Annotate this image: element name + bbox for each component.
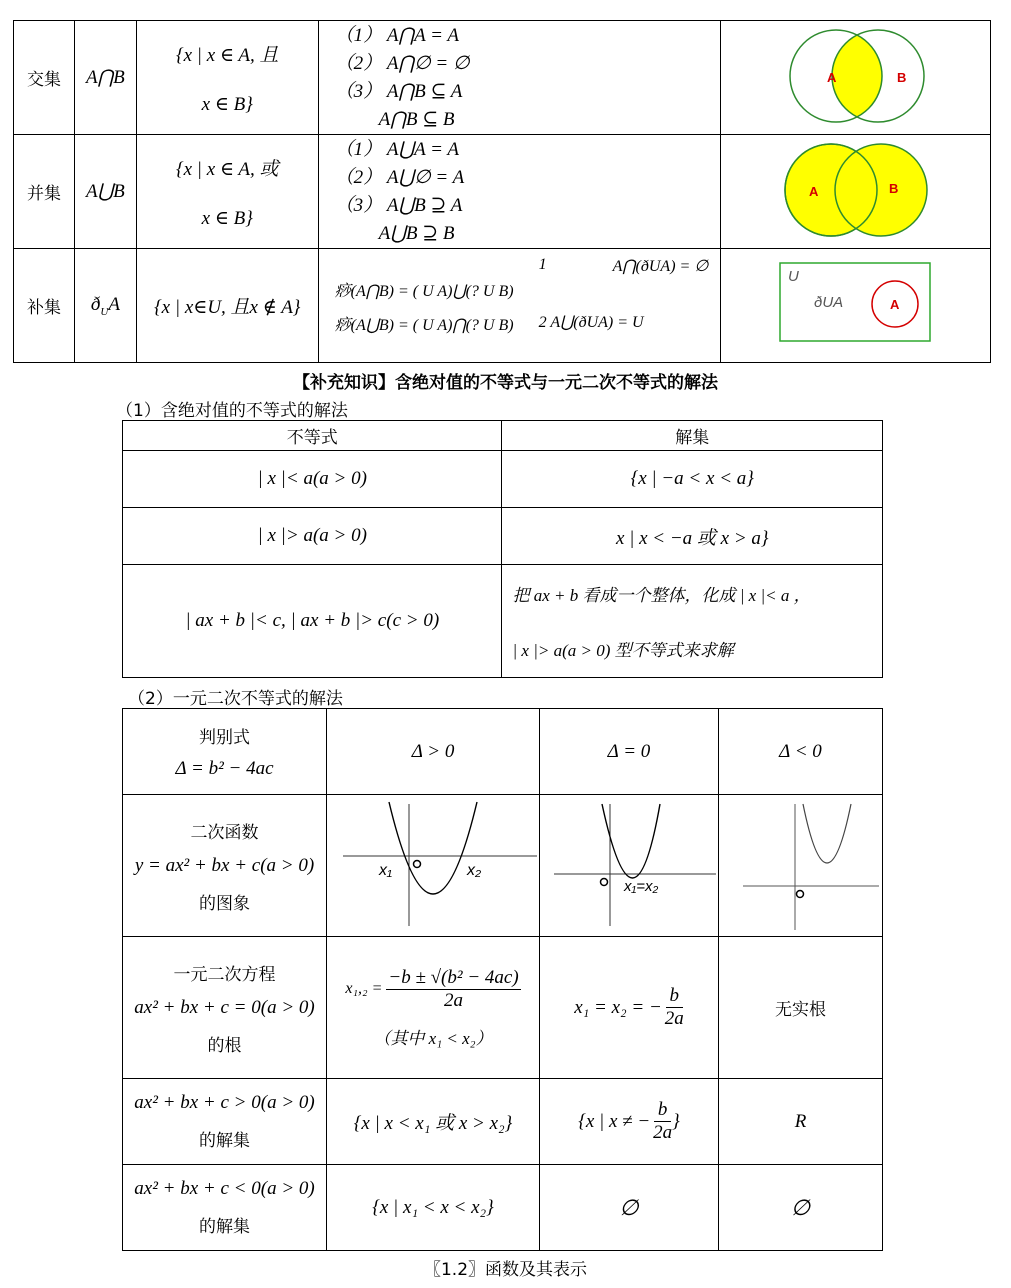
roots-none: 无实根 [718, 937, 882, 1079]
origin-marker [601, 878, 608, 885]
property: （1） A⋃A = A [334, 138, 459, 160]
roots-row [123, 937, 883, 1079]
graph-no-root [718, 795, 882, 937]
parabola-curve [389, 802, 477, 894]
row-definition [136, 135, 318, 249]
discriminant-label: 判别式 [199, 728, 250, 748]
definition-line-2: x ∈ B} [201, 207, 253, 229]
parabola-no-root [719, 796, 881, 936]
origin-marker [796, 890, 803, 897]
graph-row [123, 795, 883, 937]
gt-solution-row [123, 1079, 883, 1165]
discriminant-row [123, 709, 883, 795]
parabola-curve [803, 804, 851, 863]
row-name: 交集 [14, 21, 75, 135]
property: 痧(A⋃B) = ( U A)⋂(? U B) [334, 316, 514, 334]
function-formula: y = ax² + bx + c(a > 0) [134, 854, 315, 876]
gt-solution-suffix: } [672, 1110, 680, 1132]
roots-note: （其中 x₁ < x₂） [373, 1028, 493, 1048]
roots-equal [540, 937, 719, 1079]
complement-set: A [108, 293, 120, 315]
intersection-row [14, 21, 991, 135]
union-venn-diagram [771, 140, 941, 240]
venn-cell [721, 135, 991, 249]
graph-one-root [540, 795, 719, 937]
roots-equal-lhs: x₁ = x₂ = − [574, 996, 662, 1018]
parabola-one-root [540, 796, 717, 936]
row-properties [318, 135, 721, 249]
row-name: 补集 [14, 249, 75, 363]
gt-formula: ax² + bx + c > 0(a > 0) [134, 1092, 315, 1113]
abs-section-title: （1）含绝对值的不等式的解法 [116, 401, 348, 421]
lt-solution-two-roots: {x | x₁ < x < x₂} [327, 1165, 540, 1251]
property: （3） A⋂B ⊆ A [334, 80, 463, 102]
supplement-title: 【补充知识】含绝对值的不等式与一元二次不等式的解法 [293, 373, 718, 393]
venn-label-a: A [826, 69, 836, 85]
lt-solution-no-root: ∅ [718, 1165, 882, 1251]
table-row [123, 565, 883, 678]
header-inequality: 不等式 [123, 421, 502, 451]
property: A⋂B ⊆ B [378, 108, 455, 130]
row-symbol [74, 249, 136, 363]
complement-subscript: U [100, 305, 109, 318]
property: 2 A⋃(ðUA) = U [538, 313, 644, 331]
parabola-curve [602, 804, 660, 878]
quad-section-title: （2）一元二次不等式的解法 [128, 689, 343, 709]
set-operations-table [13, 20, 991, 363]
equation-label-cell [123, 937, 327, 1079]
property: （2） A⋂∅ = ∅ [334, 52, 470, 74]
table-row [123, 508, 883, 565]
equation-label-2: 的根 [207, 1035, 242, 1056]
graph-two-roots [327, 795, 540, 937]
roots-equal-numerator: b [666, 985, 684, 1008]
union-row [14, 135, 991, 249]
case-zero: Δ = 0 [540, 709, 719, 795]
universe-label: U [787, 267, 799, 285]
function-label-cell [123, 795, 327, 937]
property: 痧(A⋂B) = ( U A)⋃(? U B) [334, 282, 514, 300]
discriminant-formula: Δ = b² − 4ac [175, 758, 274, 779]
row-symbol: A⋂B [74, 21, 136, 135]
row-properties [318, 21, 721, 135]
table-row [123, 451, 883, 508]
property: A⋃B ⊇ B [378, 222, 455, 244]
solution-cell: {x | −a < x < a} [502, 451, 883, 508]
lt-solution-one-root: ∅ [540, 1165, 719, 1251]
root-label-x1: x₁ [379, 861, 393, 879]
intersection-venn-diagram [781, 26, 931, 126]
header-row [123, 421, 883, 451]
root-label-x2: x₂ [467, 861, 482, 879]
definition-line-2: x ∈ B} [201, 93, 253, 115]
venn-label-b: B [896, 69, 906, 85]
gt-solution-denominator: 2a [653, 1122, 673, 1143]
property: （2） A⋃∅ = A [334, 166, 465, 188]
roots-numerator: −b ± √(b² − 4ac) [388, 966, 519, 988]
function-label: 二次函数 [190, 822, 259, 843]
equation-formula: ax² + bx + c = 0(a > 0) [134, 996, 315, 1018]
venn-label-a: A [808, 183, 818, 199]
solution-line-2: | x |> a(a > 0) 型不等式来求解 [512, 641, 734, 660]
equation-label: 一元二次方程 [173, 964, 276, 985]
complement-venn-diagram [776, 259, 936, 349]
parabola-two-roots [327, 796, 538, 936]
inequality-cell: | x |> a(a > 0) [123, 508, 502, 565]
venn-label-b: B [888, 180, 898, 196]
property: （3） A⋃B ⊇ A [334, 194, 463, 216]
gt-label-cell [123, 1079, 327, 1165]
gt-solution-numerator: b [654, 1099, 672, 1122]
row-definition [136, 21, 318, 135]
gt-solution-no-root: R [718, 1079, 882, 1165]
definition-line-1: {x | x ∈ A, 或 [176, 158, 279, 180]
function-label-2: 的图象 [199, 893, 250, 914]
solution-cell: x | x < −a 或 x > a} [502, 508, 883, 565]
origin-marker [414, 860, 421, 867]
header-solution: 解集 [502, 421, 883, 451]
roots-equal-denominator: 2a [664, 1008, 684, 1029]
footer-title: 〖1.2〗函数及其表示 [423, 1260, 588, 1280]
property: A⋂(ðUA) = ∅ [612, 257, 709, 275]
root-label-x1-x2: x₁=x₂ [624, 877, 659, 895]
lt-label-cell [123, 1165, 327, 1251]
quadratic-inequality-table [122, 708, 883, 1251]
roots-denominator: 2a [444, 989, 464, 1011]
inequality-cell: | ax + b |< c, | ax + b |> c(c > 0) [123, 565, 502, 678]
gt-label: 的解集 [199, 1131, 250, 1151]
lt-formula: ax² + bx + c < 0(a > 0) [134, 1178, 315, 1199]
roots-two [327, 937, 540, 1079]
row-definition: {x | x∈U, 且x ∉ A} [136, 249, 318, 363]
gt-solution-one-root [540, 1079, 719, 1165]
inequality-cell: | x |< a(a > 0) [123, 451, 502, 508]
complement-label: ðUA [813, 293, 843, 311]
case-negative: Δ < 0 [718, 709, 882, 795]
roots-lhs: x₁,₂ = [345, 980, 383, 997]
venn-cell [721, 249, 991, 363]
gt-solution-two-roots: {x | x < x₁ 或 x > x₂} [327, 1079, 540, 1165]
abs-inequality-table [122, 420, 883, 678]
set-b-circle [835, 144, 927, 236]
row-name: 并集 [14, 135, 75, 249]
venn-label-a: A [889, 296, 899, 312]
definition-line-1: {x | x ∈ A, 且 [176, 44, 279, 66]
complement-row [14, 249, 991, 363]
solution-line-1: 把 ax + b 看成一个整体，化成 | x |< a ， [512, 586, 811, 605]
row-symbol: A⋃B [74, 135, 136, 249]
solution-cell [502, 565, 883, 678]
gt-solution-prefix: {x | x ≠ − [578, 1110, 651, 1132]
property-index: 1 [538, 255, 547, 273]
case-positive: Δ > 0 [327, 709, 540, 795]
complement-symbol: ð [90, 293, 101, 315]
lt-solution-row [123, 1165, 883, 1251]
discriminant-label-cell [123, 709, 327, 795]
property: （1） A⋂A = A [334, 24, 459, 46]
venn-cell [721, 21, 991, 135]
row-properties [318, 249, 721, 363]
lt-label: 的解集 [199, 1217, 250, 1237]
